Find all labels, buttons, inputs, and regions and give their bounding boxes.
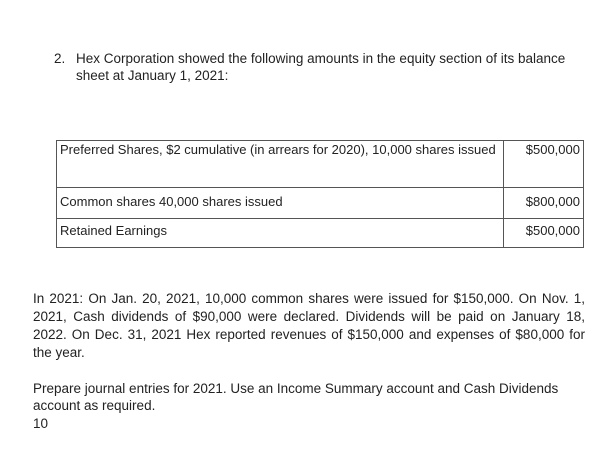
row-label: Preferred Shares, $2 cumulative (in arrears for 2020), 10,000 shares issued bbox=[57, 141, 504, 188]
question-number: 2. bbox=[54, 51, 66, 66]
row-amount: $500,000 bbox=[504, 219, 584, 248]
row-amount: $800,000 bbox=[504, 188, 584, 219]
table-row bbox=[57, 141, 584, 188]
question-header bbox=[54, 50, 574, 84]
table-row bbox=[57, 188, 584, 219]
equity-table bbox=[56, 140, 584, 248]
scenario-paragraph: In 2021: On Jan. 20, 2021, 10,000 common shares were issued for $150,000. On Nov. 1, 2021, Cash dividends of $90,000 were declared. Dividends will be paid on January 18, 2022. On Dec. 31, 2021 Hex reported revenues of $150,000 and expenses of $80,000 for the year. bbox=[33, 291, 585, 360]
points-value: 10 bbox=[33, 416, 49, 431]
instructions-paragraph: Prepare journal entries for 2021. Use an Income Summary account and Cash Dividends account as required. bbox=[33, 381, 559, 413]
row-amount: $500,000 bbox=[504, 141, 584, 188]
table-row bbox=[57, 219, 584, 248]
question-intro: Hex Corporation showed the following amounts in the equity section of its balance sheet at January 1, 2021: bbox=[76, 51, 566, 83]
row-label: Common shares 40,000 shares issued bbox=[57, 188, 504, 219]
row-label: Retained Earnings bbox=[57, 219, 504, 248]
